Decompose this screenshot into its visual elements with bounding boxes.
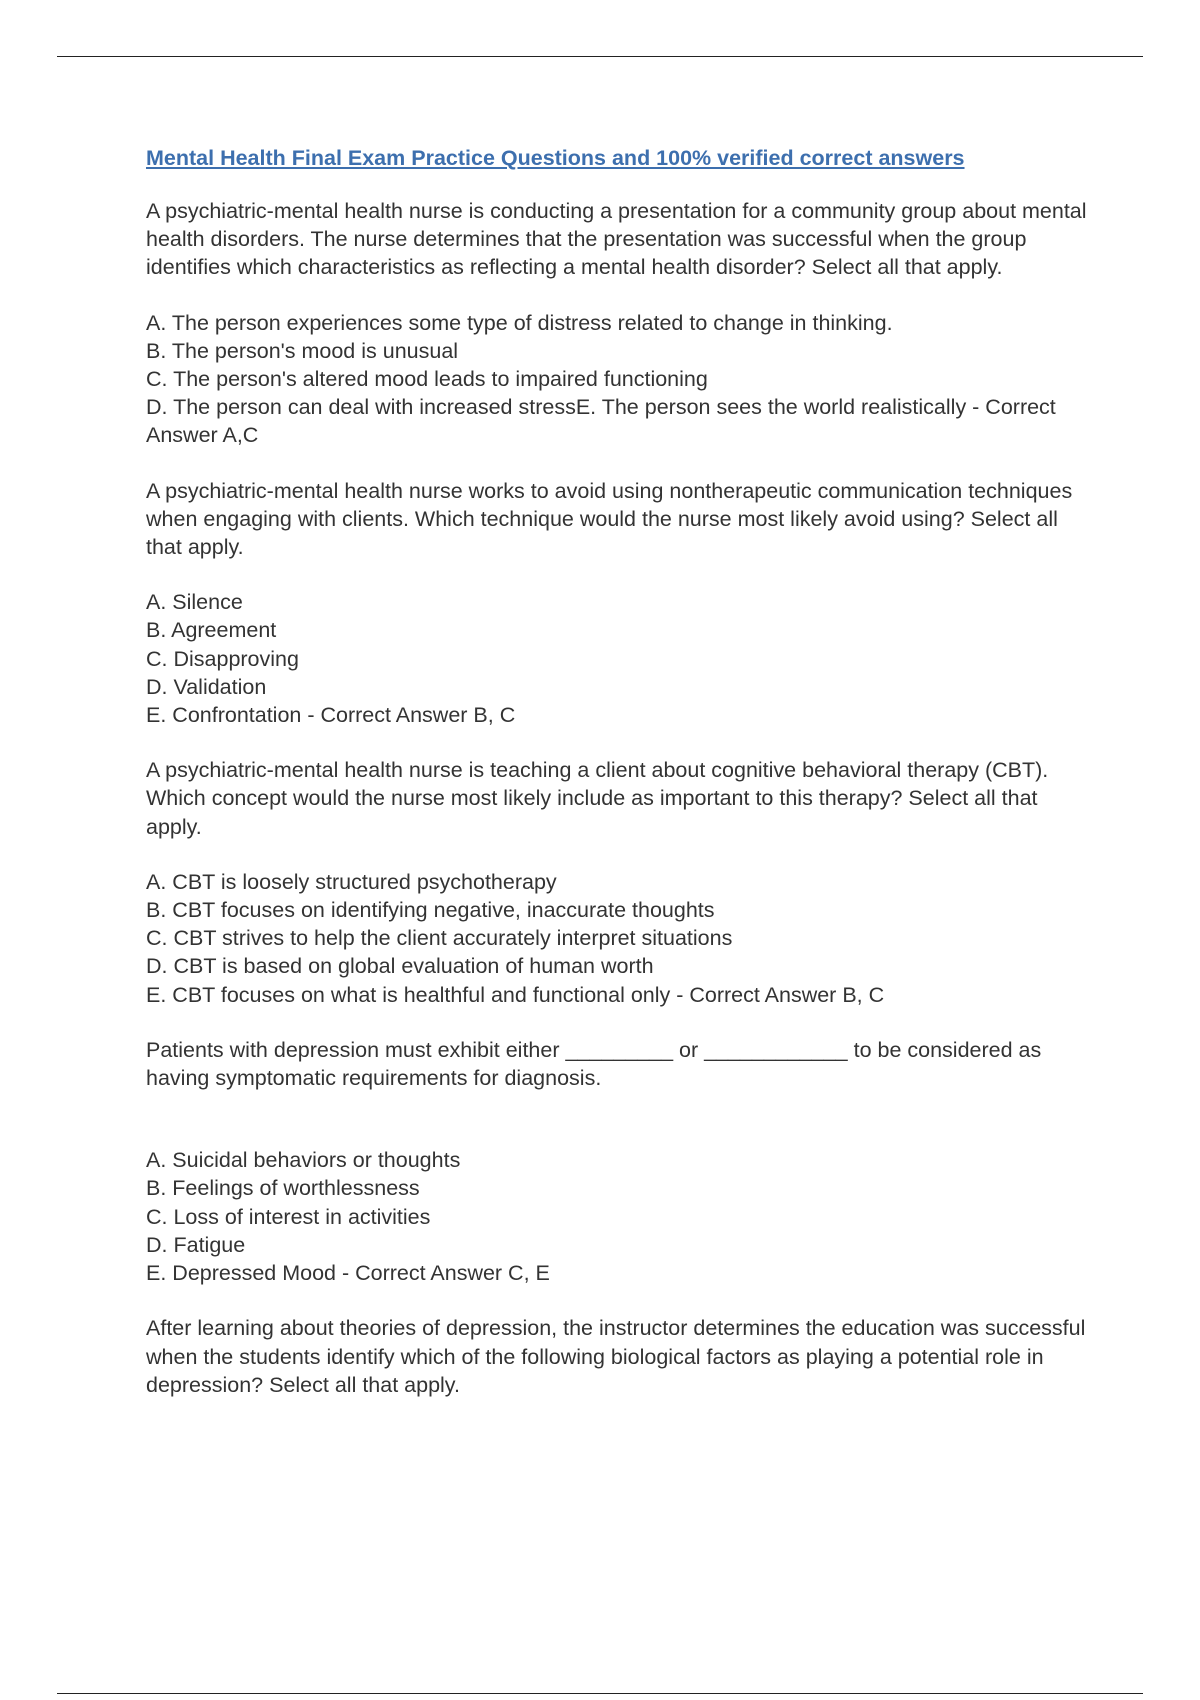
question-1-options bbox=[146, 309, 1096, 450]
option-with-answer: D. The person can deal with increased stressE. The person sees the world realistically - Correct Answer A,C bbox=[146, 395, 1056, 448]
option: A. Silence bbox=[146, 590, 243, 615]
option: A. The person experiences some type of distress related to change in thinking. bbox=[146, 310, 893, 335]
header-rule bbox=[57, 56, 1143, 57]
option: D. CBT is based on global evaluation of human worth bbox=[146, 954, 654, 979]
question-2-stem: A psychiatric-mental health nurse works to avoid using nontherapeutic communication techniques when engaging with clients. Which technique would the nurse most likely avoid using? Select all that apply. bbox=[146, 478, 1073, 560]
option: A. CBT is loosely structured psychotherapy bbox=[146, 869, 557, 894]
option: D. Fatigue bbox=[146, 1232, 246, 1257]
document-body bbox=[146, 144, 1096, 1426]
option: B. CBT focuses on identifying negative, inaccurate thoughts bbox=[146, 898, 715, 923]
option: A. Suicidal behaviors or thoughts bbox=[146, 1148, 461, 1173]
option: C. Disapproving bbox=[146, 646, 299, 671]
option: B. Feelings of worthlessness bbox=[146, 1176, 420, 1201]
option: C. CBT strives to help the client accurately interpret situations bbox=[146, 926, 733, 951]
option: B. The person's mood is unusual bbox=[146, 338, 459, 363]
question-5-stem: After learning about theories of depression, the instructor determines the education was successful when the students identify which of the following biological factors as playing a potential role in depression? Select all that apply. bbox=[146, 1316, 1086, 1397]
option: D. Validation bbox=[146, 674, 267, 699]
option: C. Loss of interest in activities bbox=[146, 1204, 431, 1229]
option-with-answer: E. Confrontation - Correct Answer B, C bbox=[146, 703, 516, 728]
question-4-options bbox=[146, 1146, 1096, 1287]
option-with-answer: E. CBT focuses on what is healthful and functional only - Correct Answer B, C bbox=[146, 982, 885, 1007]
question-3-stem: A psychiatric-mental health nurse is teaching a client about cognitive behavioral therapy (CBT). Which concept would the nurse most likely include as important to this therapy? Select all that apply. bbox=[146, 758, 1049, 839]
question-2-options bbox=[146, 588, 1096, 729]
option: B. Agreement bbox=[146, 618, 277, 643]
option-with-answer: E. Depressed Mood - Correct Answer C, E bbox=[146, 1261, 550, 1286]
spacer bbox=[146, 1119, 1096, 1146]
question-4-stem: Patients with depression must exhibit either _________ or ____________ to be considered as having symptomatic requirements for diagnosis. bbox=[146, 1037, 1048, 1091]
question-3-options bbox=[146, 868, 1096, 1009]
document-title[interactable]: Mental Health Final Exam Practice Questions and 100% verified correct answers bbox=[146, 146, 965, 170]
option: C. The person's altered mood leads to impaired functioning bbox=[146, 367, 708, 392]
footer-rule bbox=[57, 1693, 1143, 1694]
question-1-stem: A psychiatric-mental health nurse is conducting a presentation for a community group about mental health disorders. The nurse determines that the presentation was successful when the group identifies which characteristics as reflecting a mental health disorder? Select all that apply. bbox=[146, 199, 1087, 280]
